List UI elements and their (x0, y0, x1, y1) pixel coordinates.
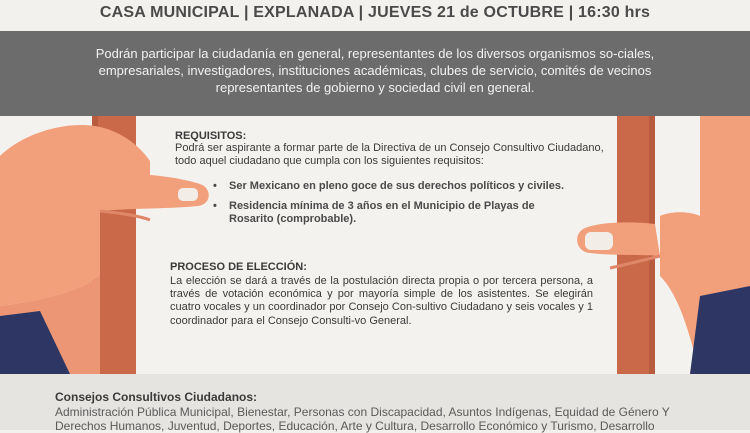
requirements-intro: Podrá ser aspirante a formar parte de la Directiva de un Consejo Consultivo Ciudadano, todo aquel ciudadano que cumpla con los siguientes requisitos: (175, 142, 604, 167)
election-process-title: PROCESO DE ELECCIÓN: (170, 261, 307, 273)
event-details-heading: CASA MUNICIPAL | EXPLANADA | JUEVES 21 de OCTUBRE | 16:30 hrs (99, 4, 651, 21)
list-item: • Residencia mínima de 3 años en el Municipio de Playas de Rosarito (comprobable). (213, 200, 535, 225)
requirements-title: REQUISITOS: (175, 130, 247, 142)
header (0, 0, 750, 30)
councils-title: Consejos Consultivos Ciudadanos: (55, 390, 258, 404)
requirements-list (213, 180, 573, 233)
participants-text: Podrán participar la ciudadanía en general, representantes de los diversos organismos so-ciales, empresariales, investigadores, instituciones académicas, clubes de servicio, comités de vecinos representantes de gobierno y sociedad civil en general. (95, 46, 655, 95)
list-item: • Ser Mexicano en pleno goce de sus derechos políticos y civiles. (213, 180, 565, 192)
election-process-text: La elección se dará a través de la postulación directa propia o por tercera persona, a través de votación económica y por mayoría simple de los asistentes. Se elegirán cuatro vocales y un coordinador por Consejo Con-sultivo Ciudadano y seis vocales y 1 coordinador para el Consejo Consulti-vo General. (170, 275, 593, 327)
bullet-icon: • (213, 180, 217, 192)
bullet-icon: • (213, 200, 217, 212)
councils-list-text: Administración Pública Municipal, Bienestar, Personas con Discapacidad, Asuntos Indígenas, Equidad de Género Y Derechos Humanos, Juventud, Deportes, Educación, Arte y Cultura, Desarrollo Económico y Turismo, Desarrollo (55, 405, 670, 433)
